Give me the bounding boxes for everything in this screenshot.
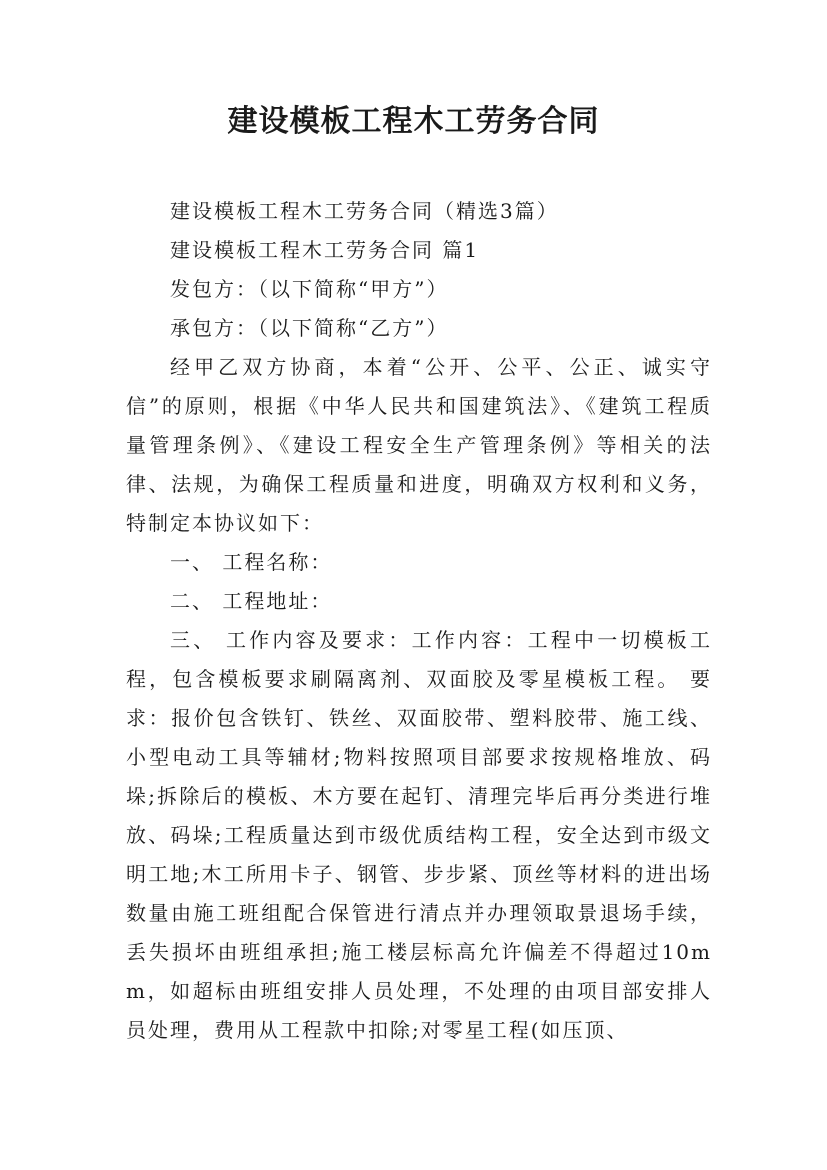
document-title: 建设模板工程木工劳务合同 [227, 104, 600, 139]
paragraph-project-name: 一、 工程名称： [170, 550, 333, 574]
paragraph-work-content: 三、 工作内容及要求：工作内容：工程中一切模板工程，包含模板要求刷隔离剂、双面胶及零星模板工程。 要求：报价包含铁钉、铁丝、双面胶带、塑料胶带、施工线、小型电动工具等辅材;物料按照项目部要求按规格堆放、码垛;拆除后的模板、木方要在起钉、清理完毕后再分类进行堆放、码垛;工程质量达到市级优质结构工程，安全达到市级文明工地;木工所用卡子、钢管、步步紧、顶丝等材料的进出场数量由施工班组配合保管进行清点并办理领取景退场手续，丢失损坏由班组承担;施工楼层标高允许偏差不得超过10mm，如超标由班组安排人员处理，不处理的由项目部安排人员处理，费用从工程款中扣除;对零星工程(如压顶、 [126, 628, 712, 1042]
paragraph-party-a: 发包方：（以下简称“甲方”） [170, 277, 449, 301]
paragraph-project-address: 二、 工程地址： [170, 589, 333, 613]
document-body [126, 192, 712, 1050]
paragraph-section-heading: 建设模板工程木工劳务合同 篇1 [170, 238, 480, 262]
paragraph-party-b: 承包方：（以下简称“乙方”） [170, 316, 449, 340]
paragraph-preamble: 经甲乙双方协商，本着“公开、公平、公正、诚实守信”的原则，根据《中华人民共和国建筑法》、《建筑工程质量管理条例》、《建设工程安全生产管理条例》等相关的法律、法规，为确保工程质量和进度，明确双方权利和义务，特制定本协议如下： [126, 355, 712, 535]
paragraph-subtitle: 建设模板工程木工劳务合同（精选3篇） [170, 199, 559, 223]
